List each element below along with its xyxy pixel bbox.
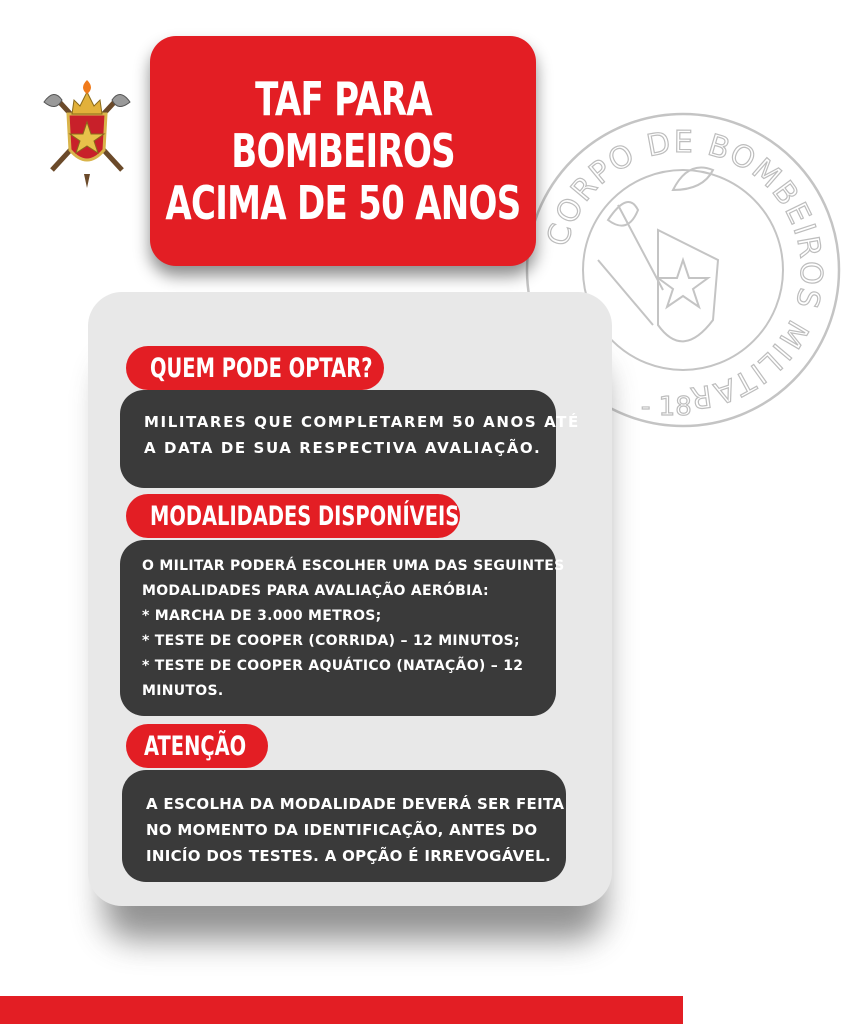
card-who-can-opt [120, 390, 580, 488]
heading-who-can-opt-label: QUEM PODE OPTAR? [150, 352, 373, 384]
heading-attention-label: ATENÇÃO [144, 730, 247, 762]
fire-department-emblem-icon [38, 78, 136, 190]
seal-year: - 18 [641, 392, 692, 422]
heading-modalities [126, 494, 460, 538]
card-line: * TESTE DE COOPER (CORRIDA) – 12 MINUTOS; [142, 633, 520, 649]
heading-modalities-label: MODALIDADES DISPONÍVEIS [150, 500, 460, 532]
card-line: INICÍO DOS TESTES. A OPÇÃO É IRREVOGÁVEL. [146, 847, 551, 865]
card-line: MILITARES QUE COMPLETAREM 50 ANOS ATÉ [144, 413, 580, 431]
card-line: A ESCOLHA DA MODALIDADE DEVERÁ SER FEITA [146, 795, 565, 813]
seal-text: CORPO DE BOMBEIROS MILITAR [540, 124, 829, 416]
bottom-accent-bar [0, 996, 683, 1024]
heading-who-can-opt [126, 346, 384, 390]
card-line: MINUTOS. [142, 683, 224, 699]
card-line: A DATA DE SUA RESPECTIVA AVALIAÇÃO. [144, 439, 542, 457]
title-line-2: BOMBEIROS [231, 124, 455, 178]
card-attention [122, 770, 566, 882]
title-line-1: TAF PARA [254, 72, 432, 126]
card-line: NO MOMENTO DA IDENTIFICAÇÃO, ANTES DO [146, 821, 538, 839]
card-line: O MILITAR PODERÁ ESCOLHER UMA DAS SEGUINTES [142, 558, 565, 574]
card-line: MODALIDADES PARA AVALIAÇÃO AERÓBIA: [142, 583, 489, 599]
card-modalities [120, 540, 565, 716]
card-line: * TESTE DE COOPER AQUÁTICO (NATAÇÃO) – 12 [142, 658, 524, 674]
title-banner [150, 36, 536, 266]
card-line: * MARCHA DE 3.000 METROS; [142, 608, 382, 624]
heading-attention [126, 724, 268, 768]
title-line-3: ACIMA DE 50 ANOS [165, 176, 521, 230]
